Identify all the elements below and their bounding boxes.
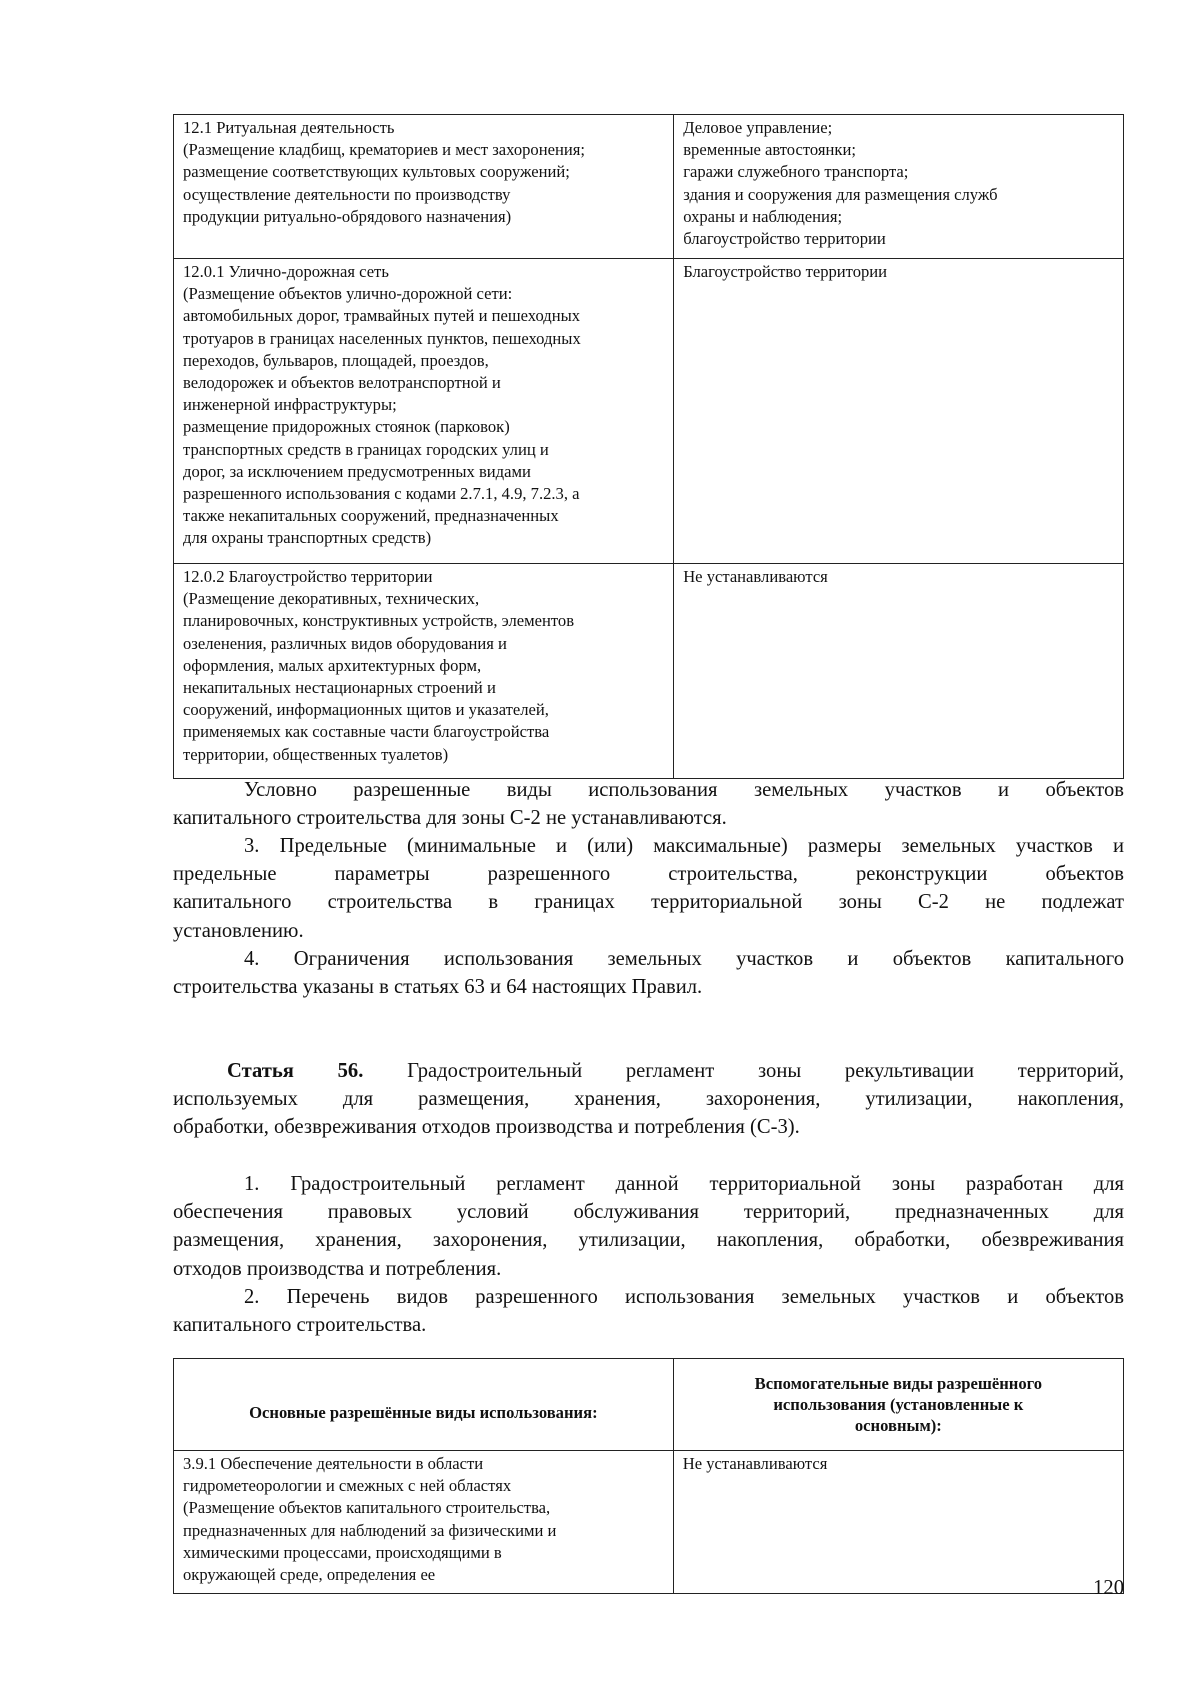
header-line: использования (установленные к bbox=[773, 1395, 1024, 1414]
cell-line: переходов, бульваров, площадей, проездов, bbox=[183, 350, 489, 370]
cell-line: гидрометеорологии и смежных с ней областях bbox=[183, 1476, 512, 1496]
article-label: Статья 56. bbox=[227, 1060, 364, 1082]
cell-line: предназначенных для наблюдений за физическими и bbox=[183, 1520, 557, 1540]
header-text: Основные разрешённые виды использования: bbox=[249, 1402, 598, 1422]
header-aux-uses bbox=[673, 1359, 1123, 1451]
text-line: 4. Ограничения использования земельных участков и объектов капитального bbox=[244, 948, 1124, 970]
aux-use-cell bbox=[674, 115, 1124, 259]
cell-line: 12.0.2 Благоустройство территории bbox=[183, 567, 433, 586]
text-line bbox=[173, 1057, 1124, 1085]
cell-line: (Размещение декоративных, технических, bbox=[183, 589, 480, 609]
cell-line: Деловое управление; bbox=[683, 118, 833, 137]
text-line: капитального строительства в границах территориальной зоны С-2 не подлежат bbox=[173, 891, 1124, 914]
cell-line: 12.0.1 Улично-дорожная сеть bbox=[183, 262, 389, 281]
cell-line: тротуаров в границах населенных пунктов, пешеходных bbox=[183, 328, 581, 348]
cell-line: применяемых как составные части благоустройства bbox=[183, 722, 550, 742]
land-use-table-c2 bbox=[173, 114, 1124, 779]
cell-line: озеленения, различных видов оборудования и bbox=[183, 633, 507, 653]
cell-line: Не устанавливаются bbox=[683, 567, 828, 586]
text-line: 3. Предельные (минимальные и (или) максимальные) размеры земельных участков и bbox=[244, 835, 1124, 857]
cell-line: для охраны транспортных средств) bbox=[183, 528, 432, 548]
text-line: обработки, обезвреживания отходов производства и потребления (С-3). bbox=[173, 1116, 800, 1139]
main-use-cell bbox=[174, 115, 674, 259]
cell-line: 12.1 Ритуальная деятельность bbox=[183, 118, 395, 137]
text-line: используемых для размещения, хранения, захоронения, утилизации, накопления, bbox=[173, 1088, 1124, 1111]
cell-line: 3.9.1 Обеспечение деятельности в области bbox=[183, 1454, 484, 1473]
article-title-part: Градостроительный регламент зоны рекультивации территорий, bbox=[363, 1060, 1124, 1082]
cell-line: дорог, за исключением предусмотренных видами bbox=[183, 461, 531, 481]
cell-line: химическими процессами, происходящими в bbox=[183, 1542, 502, 1562]
cell-line: транспортных средств в границах городских улиц и bbox=[183, 439, 549, 459]
cell-line: также некапитальных сооружений, предназначенных bbox=[183, 506, 559, 526]
cell-line: планировочных, конструктивных устройств, элементов bbox=[183, 611, 575, 631]
text-line: капитального строительства для зоны С-2 не устанавливаются. bbox=[173, 807, 727, 830]
cell-line: размещение придорожных стоянок (парковок) bbox=[183, 417, 510, 437]
cell-line: окружающей среде, определения ее bbox=[183, 1565, 436, 1585]
table-row bbox=[174, 1451, 1124, 1594]
cell-line: разрешенного использования с кодами 2.7.1, 4.9, 7.2.3, а bbox=[183, 484, 580, 504]
text-line: установлению. bbox=[173, 919, 304, 942]
table-row bbox=[174, 115, 1124, 259]
header-main-uses bbox=[174, 1359, 674, 1451]
text-line: обеспечения правовых условий обслуживания территорий, предназначенных для bbox=[173, 1201, 1124, 1224]
paragraph-conditional-uses bbox=[173, 776, 1124, 832]
aux-use-cell bbox=[674, 564, 1124, 779]
main-use-cell bbox=[174, 564, 674, 779]
header-line: Вспомогательные виды разрешённого bbox=[754, 1374, 1043, 1393]
cell-line: (Размещение объектов капитального строительства, bbox=[183, 1498, 551, 1518]
cell-line: продукции ритуально-обрядового назначения) bbox=[183, 206, 512, 226]
cell-line: инженерной инфраструктуры; bbox=[183, 395, 397, 415]
text-line: капитального строительства. bbox=[173, 1314, 427, 1337]
cell-line: (Размещение объектов улично-дорожной сети: bbox=[183, 284, 513, 304]
cell-line: благоустройство территории bbox=[683, 229, 886, 249]
cell-line: велодорожек и объектов велотранспортной и bbox=[183, 373, 501, 393]
text-line: предельные параметры разрешенного строительства, реконструкции объектов bbox=[173, 863, 1124, 886]
cell-line: охраны и наблюдения; bbox=[683, 206, 843, 226]
table-header-row bbox=[174, 1359, 1124, 1451]
text-line: отходов производства и потребления. bbox=[173, 1257, 502, 1280]
cell-line: Не устанавливаются bbox=[682, 1454, 828, 1473]
cell-line: гаражи служебного транспорта; bbox=[683, 162, 909, 182]
cell-line: некапитальных нестационарных строений и bbox=[183, 678, 496, 698]
table-row bbox=[174, 564, 1124, 779]
text-line: размещения, хранения, захоронения, утилизации, накопления, обработки, обезвреживания bbox=[173, 1229, 1124, 1252]
text-line: Условно разрешенные виды использования земельных участков и объектов bbox=[244, 779, 1124, 801]
main-use-cell bbox=[174, 1451, 674, 1594]
cell-line: здания и сооружения для размещения служб bbox=[683, 184, 998, 204]
main-use-cell bbox=[174, 259, 674, 564]
aux-use-cell bbox=[673, 1451, 1123, 1594]
text-line: 1. Градостроительный регламент данной территориальной зоны разработан для bbox=[244, 1173, 1124, 1195]
cell-line: Благоустройство территории bbox=[683, 262, 888, 281]
text-line: 2. Перечень видов разрешенного использования земельных участков и объектов bbox=[244, 1286, 1124, 1308]
page-number: 120 bbox=[1093, 1577, 1124, 1599]
cell-line: сооружений, информационных щитов и указателей, bbox=[183, 700, 549, 720]
cell-line: территории, общественных туалетов) bbox=[183, 744, 449, 764]
paragraph-2 bbox=[173, 1283, 1124, 1339]
paragraph-4 bbox=[173, 945, 1124, 1001]
article-heading bbox=[173, 1057, 1124, 1142]
aux-use-cell bbox=[674, 259, 1124, 564]
cell-line: временные автостоянки; bbox=[683, 140, 856, 160]
cell-line: оформления, малых архитектурных форм, bbox=[183, 655, 482, 675]
table-row bbox=[174, 259, 1124, 564]
paragraph-3 bbox=[173, 832, 1124, 945]
cell-line: (Размещение кладбищ, крематориев и мест захоронения; bbox=[183, 140, 585, 160]
header-line: основным): bbox=[854, 1416, 942, 1435]
land-use-table-c3 bbox=[173, 1358, 1124, 1594]
paragraph-1 bbox=[173, 1170, 1124, 1283]
cell-line: размещение соответствующих культовых сооружений; bbox=[183, 162, 570, 182]
cell-line: автомобильных дорог, трамвайных путей и пешеходных bbox=[183, 306, 581, 326]
cell-line: осуществление деятельности по производству bbox=[183, 184, 511, 204]
text-line: строительства указаны в статьях 63 и 64 настоящих Правил. bbox=[173, 976, 703, 999]
